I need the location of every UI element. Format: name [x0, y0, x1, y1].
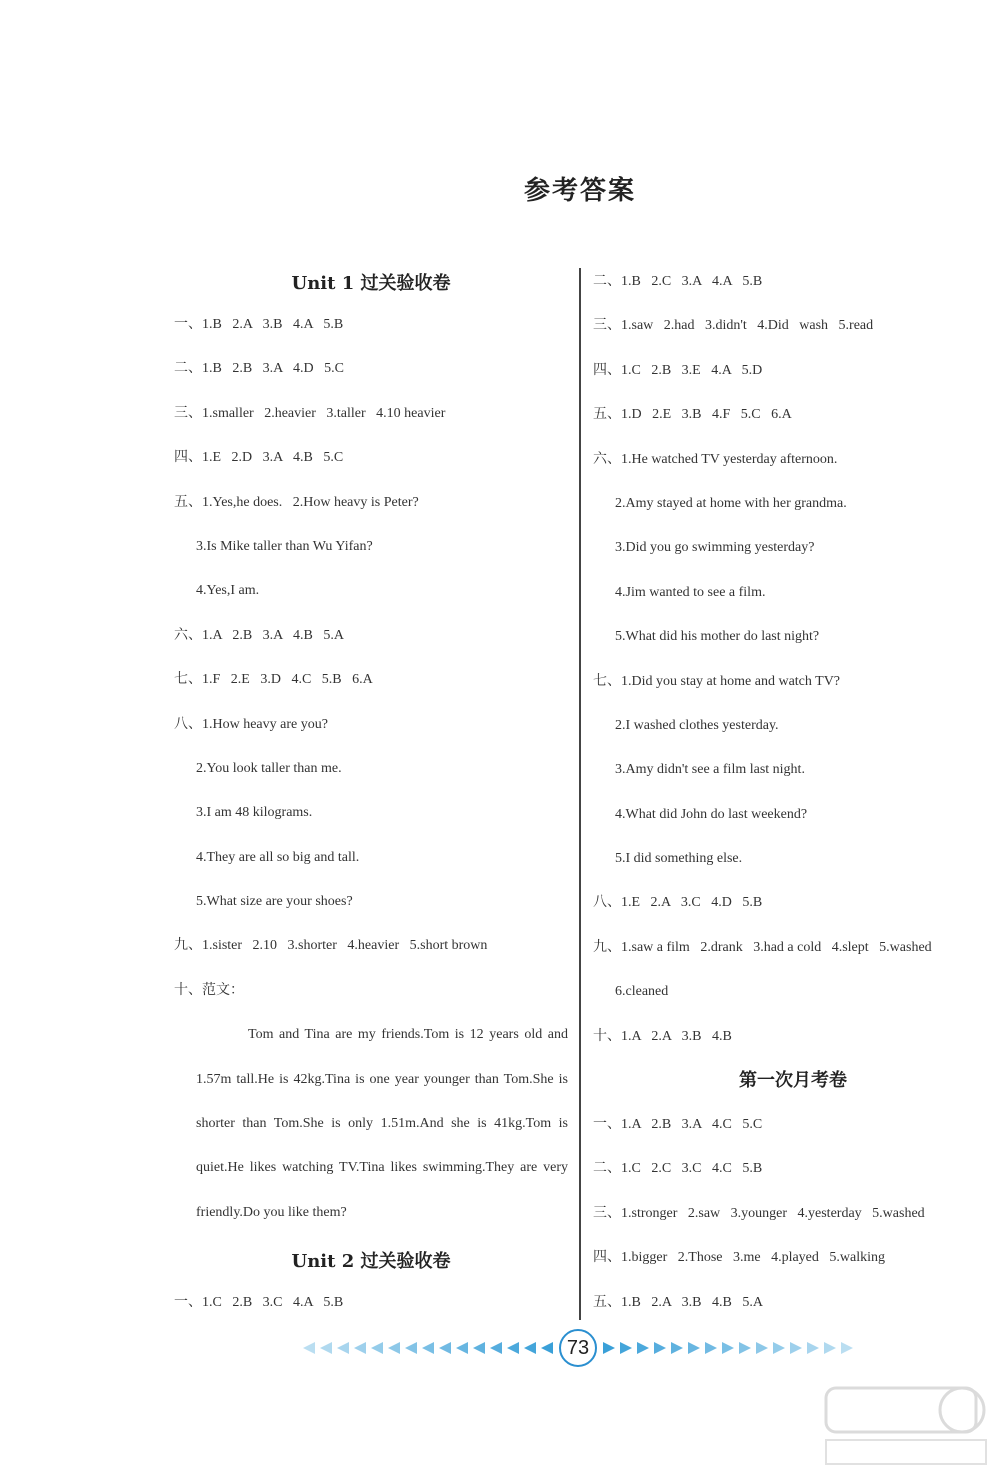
answer-line: 七、1.F 2.E 3.D 4.C 5.B 6.A [174, 672, 373, 688]
arrow-right-icon [722, 1342, 734, 1354]
answer-line: 4.Jim wanted to see a film. [615, 584, 766, 600]
answer-line: 七、1.Did you stay at home and watch TV? [593, 673, 841, 689]
answer-line: 4.What did John do last weekend? [615, 806, 808, 822]
arrow-left-icon [473, 1342, 485, 1354]
answer-line: 4.They are all so big and tall. [196, 849, 360, 865]
answer-line: 3.Is Mike taller than Wu Yifan? [196, 538, 373, 554]
arrow-right-icon [620, 1342, 632, 1354]
arrow-left-icon [371, 1342, 383, 1354]
answer-line: 十、范文： [174, 982, 244, 998]
answer-line: 3.Did you go swimming yesterday? [615, 540, 815, 556]
answer-line: 五、1.D 2.E 3.B 4.F 5.C 6.A [593, 407, 792, 423]
section-title-text: Unit 2 过关验收卷 [291, 1251, 451, 1273]
answer-line: 九、1.sister 2.10 3.shorter 4.heavier 5.short brown [174, 938, 488, 954]
answer-line: 5.What did his mother do last night? [615, 629, 820, 645]
right-arrow-decoration [603, 1342, 853, 1354]
arrow-right-icon [841, 1342, 853, 1354]
answer-line: 3.I am 48 kilograms. [196, 805, 313, 821]
section-title-text: 第一次月考卷 [739, 1070, 847, 1092]
answer-line: 二、1.C 2.C 3.C 4.C 5.B [593, 1161, 763, 1177]
essay-paragraph: Tom and Tina are my friends.Tom is 12 years old and 1.57m tall.He is 42kg.Tina is one year younger than Tom.She is shorter than Tom.She is only 1.51m.And she is 41kg.Tom is quiet.He likes watching TV.Tina likes swimming.They are very friendly.Do you like them? [196, 1027, 568, 1220]
answer-line: 一、1.A 2.B 3.A 4.C 5.C [593, 1117, 763, 1133]
arrow-right-icon [807, 1342, 819, 1354]
section-title-monthly [593, 1059, 993, 1103]
arrow-left-icon [507, 1342, 519, 1354]
page-title: 参考答案 [523, 176, 636, 206]
arrow-left-icon [524, 1342, 536, 1354]
arrow-right-icon [739, 1342, 751, 1354]
answer-line: 6.cleaned [615, 984, 669, 1000]
left-arrow-decoration [303, 1342, 553, 1354]
arrow-right-icon [688, 1342, 700, 1354]
arrow-left-icon [405, 1342, 417, 1354]
page-number: 73 [559, 1329, 597, 1367]
answer-line: 六、1.He watched TV yesterday afternoon. [593, 451, 838, 467]
arrow-right-icon [654, 1342, 666, 1354]
arrow-right-icon [773, 1342, 785, 1354]
arrow-left-icon [320, 1342, 332, 1354]
left-column [174, 265, 568, 1326]
arrow-right-icon [756, 1342, 768, 1354]
answer-line: 六、1.A 2.B 3.A 4.B 5.A [174, 627, 344, 643]
answer-line: 一、1.B 2.A 3.B 4.A 5.B [174, 317, 344, 332]
answer-line: 2.I washed clothes yesterday. [615, 717, 779, 733]
section-title-unit2 [174, 1243, 568, 1281]
arrow-right-icon [790, 1342, 802, 1354]
arrow-left-icon [303, 1342, 315, 1354]
arrow-left-icon [354, 1342, 366, 1354]
answer-line: 二、1.B 2.B 3.A 4.D 5.C [174, 361, 344, 377]
answer-line: 九、1.saw a film 2.drank 3.had a cold 4.slept 5.washed [593, 939, 932, 955]
answer-line: 八、1.How heavy are you? [174, 716, 328, 732]
answer-line: 2.Amy stayed at home with her grandma. [615, 495, 847, 511]
answer-line: 5.What size are your shoes? [196, 894, 353, 910]
answer-line: 5.I did something else. [615, 851, 743, 867]
arrow-left-icon [337, 1342, 349, 1354]
section-title-text: Unit 1 过关验收卷 [291, 273, 451, 294]
answer-line: 四、1.C 2.B 3.E 4.A 5.D [593, 362, 763, 378]
answer-line: 三、1.stronger 2.saw 3.younger 4.yesterday 5.washed [593, 1205, 925, 1221]
answer-line: 四、1.E 2.D 3.A 4.B 5.C [174, 450, 344, 466]
answer-line: 四、1.bigger 2.Those 3.me 4.played 5.walking [593, 1250, 886, 1266]
answer-line: 3.Amy didn't see a film last night. [615, 762, 805, 778]
answer-line: 三、1.smaller 2.heavier 3.taller 4.10 heavier [174, 405, 446, 421]
right-column [593, 260, 993, 1325]
answer-line: 十、1.A 2.A 3.B 4.B [593, 1028, 732, 1044]
section-title-unit1 [174, 265, 568, 303]
answer-line: 4.Yes,I am. [196, 583, 260, 599]
answer-line: 五、1.B 2.A 3.B 4.B 5.A [593, 1294, 763, 1310]
arrow-left-icon [541, 1342, 553, 1354]
arrow-left-icon [456, 1342, 468, 1354]
answer-line: 二、1.B 2.C 3.A 4.A 5.B [593, 274, 763, 289]
arrow-right-icon [671, 1342, 683, 1354]
arrow-left-icon [388, 1342, 400, 1354]
arrow-right-icon [603, 1342, 615, 1354]
arrow-right-icon [824, 1342, 836, 1354]
arrow-right-icon [705, 1342, 717, 1354]
arrow-left-icon [490, 1342, 502, 1354]
answer-line: 五、1.Yes,he does. 2.How heavy is Peter? [174, 494, 419, 510]
answer-line: 2.You look taller than me. [196, 760, 342, 776]
answer-line: 八、1.E 2.A 3.C 4.D 5.B [593, 895, 763, 911]
answer-line: 三、1.saw 2.had 3.didn't 4.Did wash 5.read [593, 318, 874, 334]
answer-line: 一、1.C 2.B 3.C 4.A 5.B [174, 1295, 344, 1311]
arrow-right-icon [637, 1342, 649, 1354]
arrow-left-icon [422, 1342, 434, 1354]
arrow-left-icon [439, 1342, 451, 1354]
watermark-logo-icon [822, 1380, 992, 1470]
column-divider [579, 268, 581, 1320]
page-footer [262, 1330, 894, 1366]
